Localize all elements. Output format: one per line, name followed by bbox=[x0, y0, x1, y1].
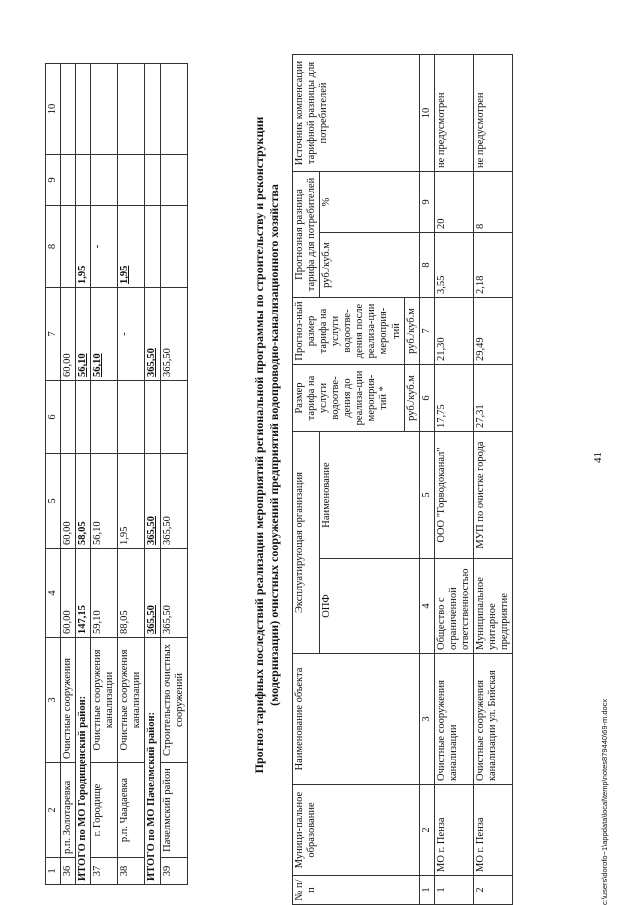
total-value bbox=[145, 381, 160, 454]
table-cell: 5 bbox=[46, 454, 61, 549]
header-unit: руб./куб.м bbox=[404, 298, 419, 365]
difference-cell: 3,55 bbox=[434, 233, 473, 298]
total-value: 147,15 bbox=[76, 549, 91, 638]
file-path-footer: c:\users\dorofo~1\appdata\local\temp\notes879440\69-m.docx bbox=[600, 698, 609, 905]
value-cell: 56,10 bbox=[91, 454, 118, 549]
value-cell bbox=[91, 155, 118, 206]
tariff-after-cell: 21,30 bbox=[434, 298, 473, 365]
opf-cell: Общество с ограниченной ответственностью bbox=[434, 559, 473, 654]
value-cell bbox=[160, 155, 187, 206]
value-cell: 1,95 bbox=[118, 454, 145, 549]
object-cell: Очистные сооружения bbox=[61, 638, 76, 763]
value-cell bbox=[91, 64, 118, 155]
header-object: Наименование объекта bbox=[293, 654, 420, 785]
table-cell: 3 bbox=[46, 638, 61, 763]
total-value bbox=[76, 64, 91, 155]
value-cell: 365,50 bbox=[160, 549, 187, 638]
total-value bbox=[145, 206, 160, 288]
place-cell: р.п. Золотаревка bbox=[61, 763, 76, 858]
object-cell: Очистные сооружения канализации ул. Бийская bbox=[473, 654, 512, 785]
header-unit: руб./куб.м bbox=[320, 233, 420, 298]
difference-cell: 2,18 bbox=[473, 233, 512, 298]
percent-cell: 8 bbox=[473, 172, 512, 233]
row-number: 37 bbox=[91, 858, 118, 885]
value-cell: - bbox=[91, 206, 118, 288]
row-number: 39 bbox=[160, 858, 187, 885]
value-cell bbox=[61, 155, 76, 206]
table-row bbox=[118, 64, 145, 885]
table-cell: 1 bbox=[419, 876, 434, 905]
value-cell: 60,00 bbox=[61, 288, 76, 381]
table-cell: 9 bbox=[419, 172, 434, 233]
table-header-row bbox=[46, 64, 61, 885]
total-label: ИТОГО по МО Городищенский район: bbox=[76, 638, 91, 885]
total-value bbox=[145, 155, 160, 206]
table-cell: 1 bbox=[46, 858, 61, 885]
table-cell: 8 bbox=[419, 233, 434, 298]
table-row bbox=[61, 64, 76, 885]
value-cell: 88,05 bbox=[118, 549, 145, 638]
source-cell: не предусмотрен bbox=[473, 55, 512, 172]
name-cell: ООО "Горводоканал" bbox=[434, 432, 473, 559]
value-cell: 60,00 bbox=[61, 549, 76, 638]
place-cell: г. Городище bbox=[91, 763, 118, 858]
total-value: 365,50 bbox=[145, 454, 160, 549]
value-cell: 60,00 bbox=[61, 454, 76, 549]
page-number: 41 bbox=[592, 452, 604, 463]
value-cell bbox=[160, 64, 187, 155]
table-cell: 6 bbox=[46, 381, 61, 454]
header-operator: Эксплуатирующая организация bbox=[293, 432, 320, 654]
table-cell: 10 bbox=[419, 55, 434, 172]
table-cell: 5 bbox=[419, 432, 434, 559]
total-value: 365,50 bbox=[145, 549, 160, 638]
table-cell: 6 bbox=[419, 365, 434, 432]
table-cell: 8 bbox=[46, 206, 61, 288]
heading-line-2: (модернизации) очистных сооружений предприятий водопроводно-канализационного хозяйства bbox=[267, 184, 281, 706]
value-cell: 1,95 bbox=[118, 206, 145, 288]
total-value bbox=[145, 64, 160, 155]
value-cell bbox=[61, 64, 76, 155]
table-header-row bbox=[293, 55, 320, 905]
total-row bbox=[145, 64, 160, 885]
value-cell bbox=[160, 206, 187, 288]
row-number: 38 bbox=[118, 858, 145, 885]
header-tariff-before: Размер тарифа на услуги водоотве-дения до реализа-ции мероприя-тий * bbox=[293, 365, 405, 432]
place-cell: р.п. Чаадаевка bbox=[118, 763, 145, 858]
row-number: 2 bbox=[473, 876, 512, 905]
header-source: Источник компенсации тарифной разницы для потребителей bbox=[293, 55, 420, 172]
object-cell: Очистные сооружения канализации bbox=[434, 654, 473, 785]
tariff-before-cell: 27,31 bbox=[473, 365, 512, 432]
table-row bbox=[473, 55, 512, 905]
table-cell: 7 bbox=[46, 288, 61, 381]
value-cell: 56,10 bbox=[91, 288, 118, 381]
total-value: 365,50 bbox=[145, 288, 160, 381]
total-label: ИТОГО по МО Пачелмский район: bbox=[145, 638, 160, 885]
header-tariff-after: Прогноз-ный размер тарифа на услуги водоотве-дения после реализа-ции мероприя-тий bbox=[293, 298, 405, 365]
header-num: № п/п bbox=[293, 876, 420, 905]
row-number: 36 bbox=[61, 858, 76, 885]
object-cell: Очистные сооружения канализации bbox=[118, 638, 145, 763]
tariff-after-cell: 29,49 bbox=[473, 298, 512, 365]
table-cell: 10 bbox=[46, 64, 61, 155]
table-header-numbers bbox=[419, 55, 434, 905]
tariff-forecast-table bbox=[292, 54, 513, 905]
table-cell: 2 bbox=[46, 763, 61, 858]
header-difference: Прогнозная разница тарифа для потребителей bbox=[293, 172, 320, 298]
table-row bbox=[434, 55, 473, 905]
table-row bbox=[160, 64, 187, 885]
table-cell: 9 bbox=[46, 155, 61, 206]
table-row bbox=[91, 64, 118, 885]
header-unit: руб./куб.м bbox=[404, 365, 419, 432]
header-municipality: Муници-пальное образование bbox=[293, 785, 420, 876]
source-cell: не предусмотрен bbox=[434, 55, 473, 172]
value-cell bbox=[118, 155, 145, 206]
header-name: Наименование bbox=[320, 432, 420, 559]
municipality-cell: МО г. Пенза bbox=[473, 785, 512, 876]
header-opf: ОПФ bbox=[320, 559, 420, 654]
heading-line-1: Прогноз тарифных последствий реализации мероприятий региональной программы по строительству и реконструкции bbox=[252, 116, 266, 774]
total-value: 1,95 bbox=[76, 206, 91, 288]
total-row bbox=[76, 64, 91, 885]
value-cell bbox=[118, 381, 145, 454]
percent-cell: 20 bbox=[434, 172, 473, 233]
header-unit-percent: % bbox=[320, 172, 420, 233]
row-number: 1 bbox=[434, 876, 473, 905]
name-cell: МУП по очистке города bbox=[473, 432, 512, 559]
value-cell bbox=[61, 381, 76, 454]
total-value bbox=[76, 381, 91, 454]
opf-cell: Муниципальное унитарное предприятие bbox=[473, 559, 512, 654]
section-heading bbox=[252, 95, 282, 795]
value-cell bbox=[61, 206, 76, 288]
value-cell: 365,50 bbox=[160, 288, 187, 381]
object-cell: Очистные сооружения канализации bbox=[91, 638, 118, 763]
table-cell: 4 bbox=[419, 559, 434, 654]
table-cell: 7 bbox=[419, 298, 434, 365]
table-cell: 3 bbox=[419, 654, 434, 785]
value-cell bbox=[160, 381, 187, 454]
total-value: 56,10 bbox=[76, 288, 91, 381]
value-cell: 59,10 bbox=[91, 549, 118, 638]
municipality-cell: МО г. Пенза bbox=[434, 785, 473, 876]
total-value: 58,05 bbox=[76, 454, 91, 549]
place-cell: Пачелмский район bbox=[160, 763, 187, 858]
value-cell: 365,50 bbox=[160, 454, 187, 549]
value-cell: - bbox=[118, 288, 145, 381]
total-value bbox=[76, 155, 91, 206]
value-cell bbox=[118, 64, 145, 155]
value-cell bbox=[91, 381, 118, 454]
costs-table bbox=[45, 63, 188, 885]
tariff-before-cell: 17,75 bbox=[434, 365, 473, 432]
table-cell: 4 bbox=[46, 549, 61, 638]
table-cell: 2 bbox=[419, 785, 434, 876]
object-cell: Строительство очистных сооружений bbox=[160, 638, 187, 763]
